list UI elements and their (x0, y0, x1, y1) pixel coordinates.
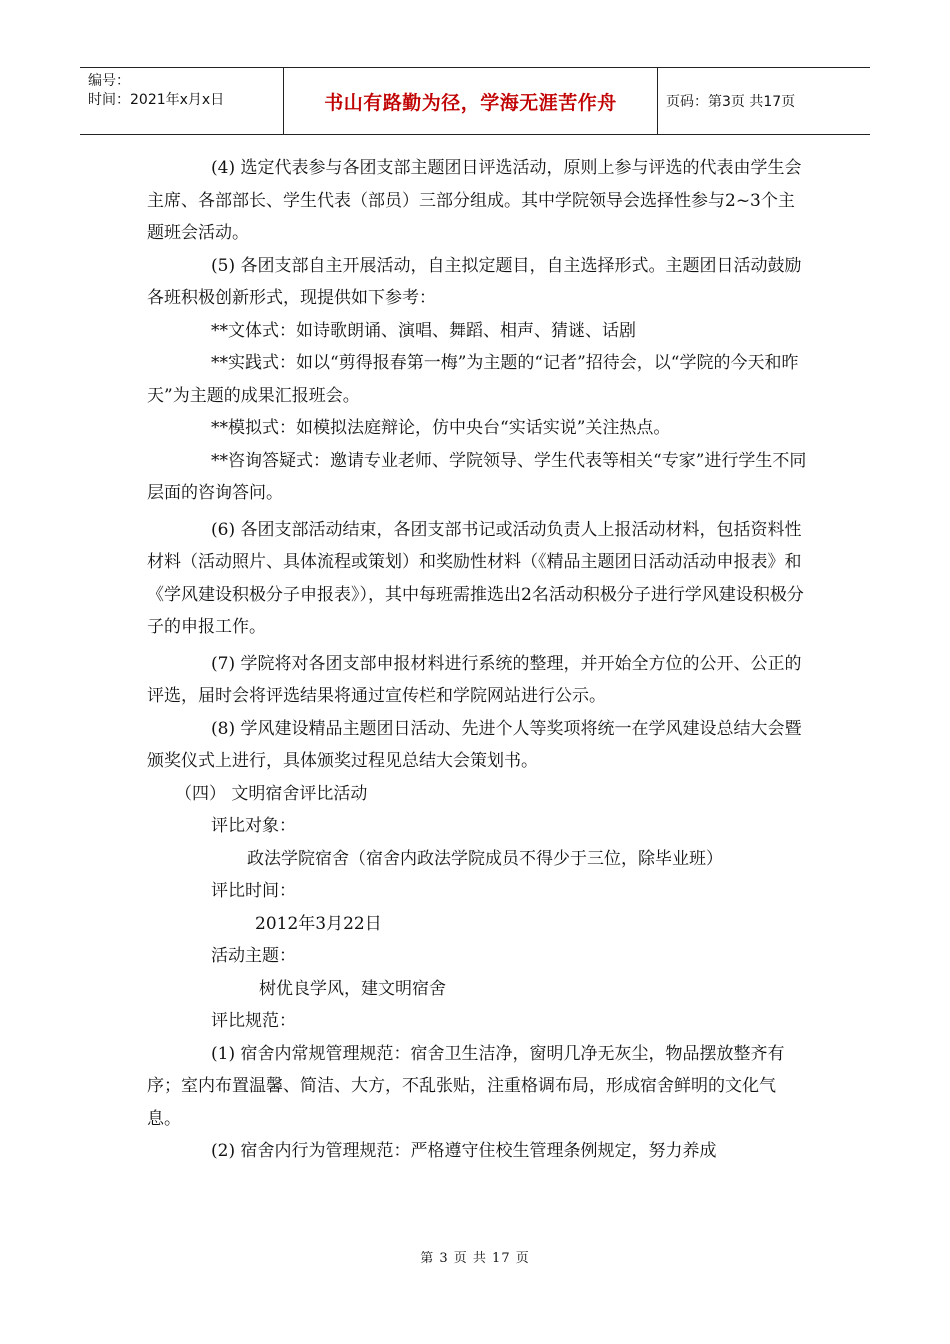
option-wenti: **文体式：如诗歌朗诵、演唱、舞蹈、相声、猜谜、话剧 (211, 320, 636, 341)
page-header (80, 67, 870, 135)
theme-label: 活动主题： (211, 946, 296, 966)
rule-2: (2) 宿舍内行为管理规范：严格遵守住校生管理条例规定，努力养成 (211, 1141, 717, 1161)
header-meta (80, 68, 283, 134)
option-zixun: **咨询答疑式：邀请专业老师、学院领导、学生代表等相关“专家”进行学生不同层面的咨询答问。 (147, 450, 807, 503)
rules-label: 评比规范： (211, 1011, 296, 1031)
paragraph-4: (4) 选定代表参与各团支部主题团日评选活动，原则上参与评选的代表由学生会主席、各部部长、学生代表（部员）三部分组成。其中学院领导会选择性参与2~3个主题班会活动。 (147, 158, 802, 243)
target-value: 政法学院宿舍（宿舍内政法学院成员不得少于三位，除毕业班） (247, 848, 723, 869)
document-body (147, 152, 807, 1168)
rule-1: (1) 宿舍内常规管理规范：宿舍卫生洁净，窗明几净无灰尘，物品摆放整齐有序；室内布置温馨、简洁、大方，不乱张贴，注重格调布局，形成宿舍鲜明的文化气息。 (147, 1043, 785, 1129)
option-moni: **模拟式：如模拟法庭辩论，仿中央台“实话实说”关注热点。 (211, 418, 671, 438)
paragraph-6: (6) 各团支部活动结束，各团支部书记或活动负责人上报活动材料，包括资料性材料（活动照片、具体流程或策划）和奖励性材料（《精品主题团日活动活动申报表》和《学风建设积极分子申报表》），其中每班需推选出2名活动积极分子进行学风建设积极分子的申报工作。 (147, 519, 804, 637)
document-date: 时间：2021年x月x日 (88, 92, 225, 108)
paragraph-7: (7) 学院将对各团支部申报材料进行系统的整理，并开始全方位的公开、公正的评选，届时会将评选结果将通过宣传栏和学院网站进行公示。 (147, 653, 802, 706)
page-footer: 第 3 页 共 17 页 (420, 1251, 530, 1266)
option-shijian: **实践式：如以“剪得报春第一梅”为主题的“记者”招待会，以“学院的今天和昨天”为主题的成果汇报班会。 (147, 353, 799, 406)
section-heading-4: （四） 文明宿舍评比活动 (175, 783, 368, 804)
paragraph-5: (5) 各团支部自主开展活动，自主拟定题目，自主选择形式。主题团日活动鼓励各班积极创新形式，现提供如下参考： (147, 255, 802, 308)
time-label: 评比时间： (211, 881, 296, 901)
theme-value: 树优良学风，建文明宿舍 (259, 978, 446, 999)
time-value: 2012年3月22日 (255, 913, 382, 934)
header-page-code: 页码：第3页 共17页 (666, 94, 796, 110)
target-label: 评比对象： (211, 816, 296, 836)
paragraph-8: (8) 学风建设精品主题团日活动、先进个人等奖项将统一在学风建设总结大会暨颁奖仪式上进行，具体颁奖过程见总结大会策划书。 (147, 718, 802, 771)
header-motto: 书山有路勤为径，学海无涯苦作舟 (283, 68, 658, 134)
document-number: 编号： (88, 73, 130, 89)
